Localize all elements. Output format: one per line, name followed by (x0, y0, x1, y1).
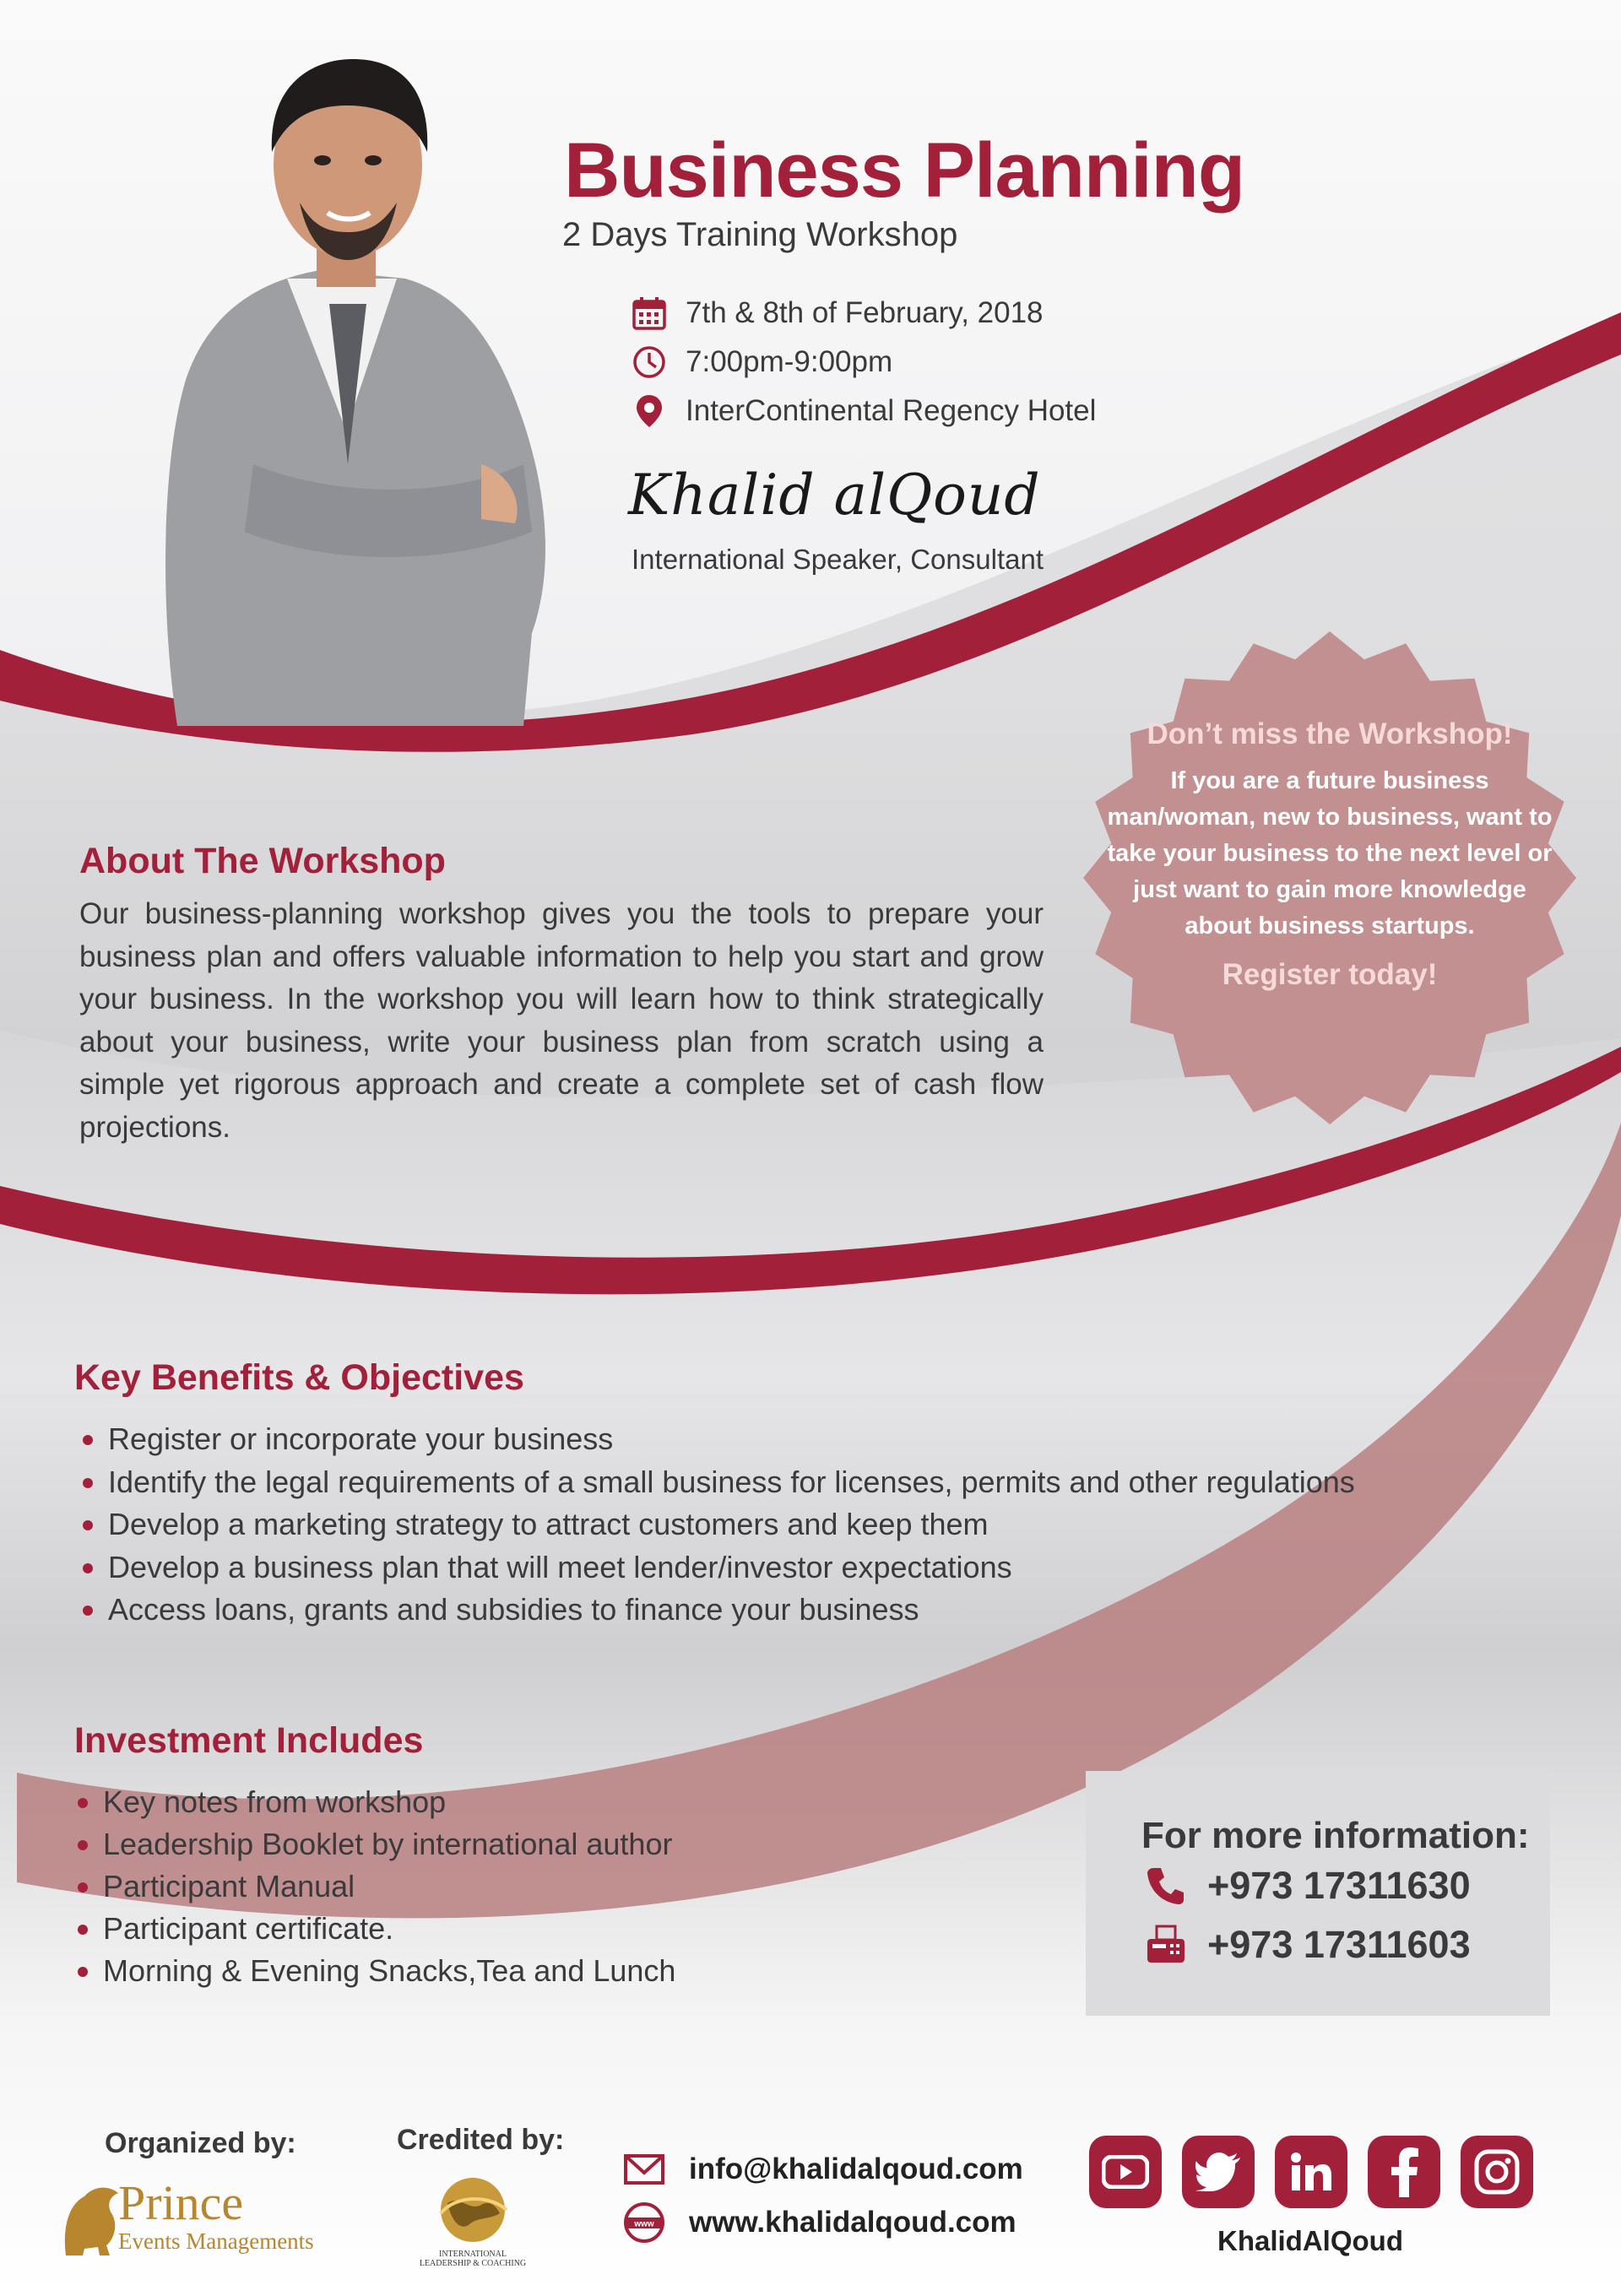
event-venue: InterContinental Regency Hotel (686, 394, 1097, 427)
credited-by-label: Credited by: (397, 2124, 565, 2156)
organizer-name: Prince (118, 2175, 244, 2230)
youtube-icon[interactable] (1089, 2136, 1162, 2208)
badge-body: If you are a future business man/woman, new to business, want to take your business to the next level or just want to gain more knowledge about business startups. (1107, 767, 1553, 940)
list-item: Leadership Booklet by international author (74, 1823, 675, 1866)
speaker-role: International Speaker, Consultant (632, 544, 1044, 575)
social-icons (1089, 2136, 1533, 2208)
organized-by-label: Organized by: (105, 2127, 296, 2159)
phone-number[interactable]: +973 17311630 (1207, 1864, 1471, 1907)
list-item: Participant certificate. (74, 1908, 675, 1950)
fax-icon (1145, 1924, 1187, 1966)
badge-heading: Don’t miss the Workshop! (1147, 718, 1513, 750)
twitter-icon[interactable] (1182, 2136, 1255, 2208)
organizer-subtitle: Events Managements (118, 2228, 314, 2254)
speaker-signature: Khalid alQoud (628, 463, 1041, 528)
investment-title: Investment Includes (74, 1720, 424, 1761)
event-date: 7th & 8th of February, 2018 (686, 296, 1044, 329)
event-time: 7:00pm-9:00pm (686, 345, 893, 378)
www-globe-icon (623, 2201, 665, 2244)
event-venue-row (632, 393, 1096, 429)
social-handle: KhalidAlQoud (1217, 2225, 1403, 2256)
calendar-icon (632, 295, 667, 331)
benefits-list (79, 1418, 1355, 1632)
phone-row[interactable] (1145, 1864, 1471, 1908)
contact-box (1086, 1771, 1550, 2016)
register-today-text: Register today! (1222, 958, 1438, 991)
fax-number[interactable]: +973 17311603 (1207, 1923, 1471, 1966)
event-time-row (632, 344, 892, 380)
about-title: About The Workshop (79, 841, 446, 881)
investment-list (74, 1781, 675, 1992)
speaker-photo (127, 25, 566, 726)
contact-title: For more information: (1141, 1815, 1530, 1856)
instagram-icon[interactable] (1461, 2136, 1533, 2208)
page-subtitle: 2 Days Training Workshop (562, 216, 958, 253)
list-item: Access loans, grants and subsidies to finance your business (79, 1589, 1355, 1632)
fax-row[interactable] (1145, 1923, 1471, 1967)
email-link[interactable]: info@khalidalqoud.com (689, 2152, 1023, 2185)
svg-text:www: www (634, 2219, 654, 2229)
list-item: Register or incorporate your business (79, 1418, 1355, 1461)
list-item: Develop a business plan that will meet lender/investor expectations (79, 1546, 1355, 1589)
facebook-icon[interactable] (1368, 2136, 1440, 2208)
list-item: Morning & Evening Snacks,Tea and Lunch (74, 1950, 675, 1992)
lion-logo-icon (59, 2180, 123, 2261)
mail-icon (623, 2152, 665, 2186)
event-date-row (632, 295, 1044, 331)
page-title: Business Planning (564, 127, 1245, 214)
linkedin-icon[interactable] (1275, 2136, 1347, 2208)
list-item: Develop a marketing strategy to attract customers and keep them (79, 1503, 1355, 1546)
benefits-title: Key Benefits & Objectives (74, 1357, 524, 1398)
list-item: Participant Manual (74, 1866, 675, 1908)
website-link[interactable]: www.khalidalqoud.com (689, 2206, 1017, 2239)
list-item: Identify the legal requirements of a small business for licenses, permits and other regulations (79, 1461, 1355, 1504)
phone-icon (1145, 1865, 1187, 1907)
website-row[interactable] (623, 2201, 1017, 2244)
about-text: Our business-planning workshop gives you the tools to prepare your business plan and offers valuable information to help you start and grow your business. In the workshop you will learn how to think strategically about your business, write your business plan from scratch using a simple yet rigorous approach and create a complete set of cash flow projections. (79, 897, 1044, 1144)
list-item: Key notes from workshop (74, 1781, 675, 1823)
location-pin-icon (632, 393, 667, 429)
clock-icon (632, 344, 667, 380)
email-row[interactable] (623, 2152, 1023, 2186)
badge-content (1098, 718, 1562, 992)
accreditor-name: INTERNATIONAL LEADERSHIP & COACHING (419, 2250, 527, 2268)
